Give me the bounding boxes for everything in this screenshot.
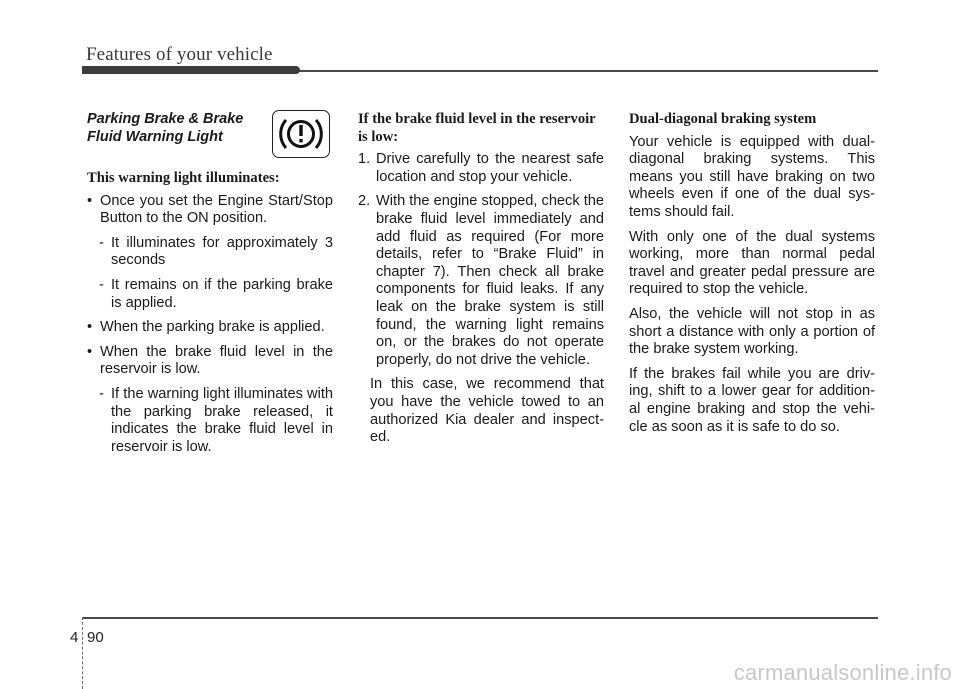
bullet-marker: • (87, 343, 93, 360)
bullet-marker: • (87, 192, 93, 209)
paragraph: If the brakes fail while you are driv-ing, shift to a lower gear for addition-al engine braking and stop the vehi-cle as soon as it is safe to do so. (629, 365, 875, 435)
sub-list-item (87, 235, 333, 270)
brake-warning-symbol-icon (273, 111, 329, 157)
bullet-marker: • (87, 319, 93, 336)
dual-diagonal-heading: Dual-diagonal braking system (629, 111, 817, 127)
sub-list-item-text: It remains on if the parking brake is applied. (111, 276, 333, 311)
towing-note: In this case, we recommend that you have the vehicle towed to an authorized Kia dealer and inspect-ed. (370, 376, 604, 446)
list-item (87, 193, 333, 228)
list-item (358, 193, 604, 369)
header-accent-bar (82, 66, 300, 74)
step-text: Drive carefully to the nearest safe location and stop your vehicle. (376, 151, 604, 185)
paragraph: Also, the vehicle will not stop in as short a distance with only a portion of the brake system working. (629, 305, 875, 358)
column-parking-brake (87, 111, 333, 463)
footer-rule (82, 617, 878, 619)
list-item (87, 319, 333, 337)
step-text: With the engine stopped, check the brake fluid level immediately and add fluid as required (For more details, refer to “Brake Fluid” in chapter 7). Then check all brake components for fluid leaks. If any leak on the brake system is still found, the warning light remains on, or the brakes do not operate properly, do not drive the vehicle. (376, 193, 604, 368)
sub-list-item-text: If the warning light illuminates with the parking brake released, it indicates the brake fluid level in reservoir is low. (111, 385, 333, 455)
list-item-text: Once you set the Engine Start/Stop Button to the ON position. (100, 192, 333, 227)
page-header-title: Features of your vehicle (86, 44, 273, 65)
low-fluid-heading: If the brake fluid level in the reservoir is low: (358, 111, 596, 145)
column-low-fluid (358, 111, 604, 454)
section-title: Parking Brake & Brake Fluid Warning Light (87, 111, 244, 145)
paragraph: Your vehicle is equipped with dual-diagonal braking systems. This means you still have braking on two wheels even if one of the dual sys-tems should fail. (629, 133, 875, 220)
sub-list-item-text: It illuminates for approximately 3 seconds (111, 234, 333, 269)
list-item-text: When the parking brake is applied. (100, 319, 325, 336)
footer-divider (82, 617, 84, 689)
list-item-text: When the brake fluid level in the reservoir is low. (100, 343, 333, 378)
step-number: 2. (358, 193, 371, 210)
dash-marker: - (99, 276, 104, 293)
paragraph: With only one of the dual systems working, more than normal pedal travel and greater pedal pressure are required to stop the vehicle. (629, 228, 875, 298)
chapter-number: 4 (70, 629, 79, 646)
list-item (87, 344, 333, 379)
brake-warning-icon (272, 110, 330, 158)
column-dual-diagonal (629, 111, 875, 443)
step-number: 1. (358, 151, 371, 168)
page-number: 90 (87, 629, 104, 646)
watermark: carmanualsonline.info (733, 660, 952, 685)
dash-marker: - (99, 234, 104, 251)
illuminates-subheading: This warning light illuminates: (87, 170, 280, 186)
sub-list-item (87, 386, 333, 456)
sub-list-item (87, 277, 333, 312)
list-item (358, 151, 604, 186)
dash-marker: - (99, 385, 104, 402)
